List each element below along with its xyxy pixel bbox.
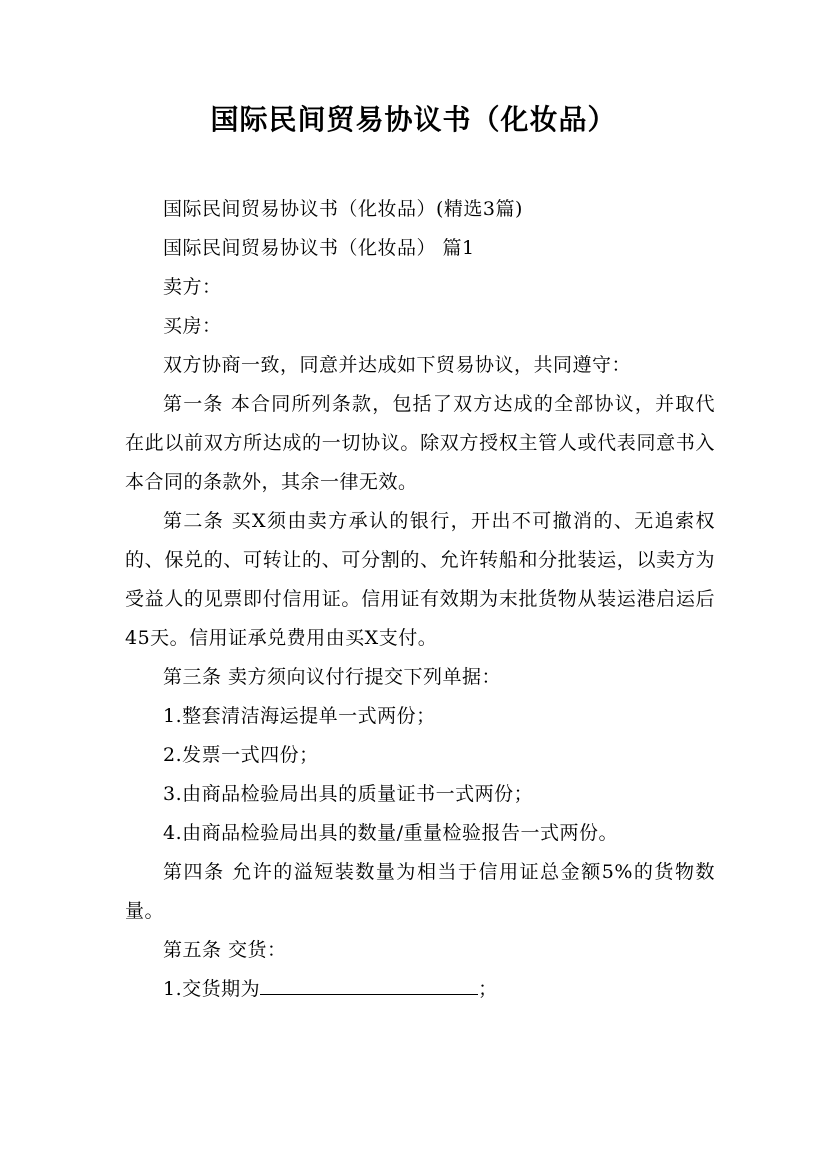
paragraph-document-item-2: 2.发票一式四份；	[163, 744, 319, 766]
paragraph-clause-3: 第三条 卖方须向议付行提交下列单据：	[163, 666, 502, 688]
paragraph-delivery-period	[125, 970, 715, 1009]
paragraph-clause-2: 第二条 买X须由卖方承认的银行，开出不可撤消的、无追索权的、保兑的、可转让的、可分割的、允许转船和分批装运，以卖方为受益人的见票即付信用证。信用证有效期为末批货物从装运港启运后45天。信用证承兑费用由买X支付。	[125, 510, 715, 649]
paragraph-document-item-4: 4.由商品检验局出具的数量/重量检验报告一式两份。	[163, 822, 619, 844]
delivery-period-end: ；	[478, 978, 498, 1000]
paragraph-article-heading: 国际民间贸易协议书（化妆品） 篇1	[163, 237, 475, 259]
paragraph-collection-heading: 国际民间贸易协议书（化妆品）(精选3篇)	[163, 198, 523, 220]
delivery-period-blank	[260, 972, 478, 995]
document-title: 国际民间贸易协议书（化妆品）	[210, 103, 617, 136]
paragraph-clause-1: 第一条 本合同所列条款，包括了双方达成的全部协议，并取代在此以前双方所达成的一切协议。除双方授权主管人或代表同意书入本合同的条款外，其余一律无效。	[125, 393, 715, 493]
delivery-period-label: 1.交货期为	[163, 978, 261, 1000]
paragraph-clause-4: 第四条 允许的溢短装数量为相当于信用证总金额5%的货物数量。	[125, 861, 715, 922]
paragraph-agreement-intro: 双方协商一致，同意并达成如下贸易协议，共同遵守：	[163, 354, 632, 376]
paragraph-seller: 卖方：	[163, 276, 222, 298]
document-body	[125, 190, 715, 1009]
paragraph-clause-5: 第五条 交货：	[163, 939, 287, 961]
paragraph-document-item-3: 3.由商品检验局出具的质量证书一式两份；	[163, 783, 534, 805]
paragraph-buyer: 买房：	[163, 315, 222, 337]
paragraph-document-item-1: 1.整套清洁海运提单一式两份；	[163, 705, 436, 727]
